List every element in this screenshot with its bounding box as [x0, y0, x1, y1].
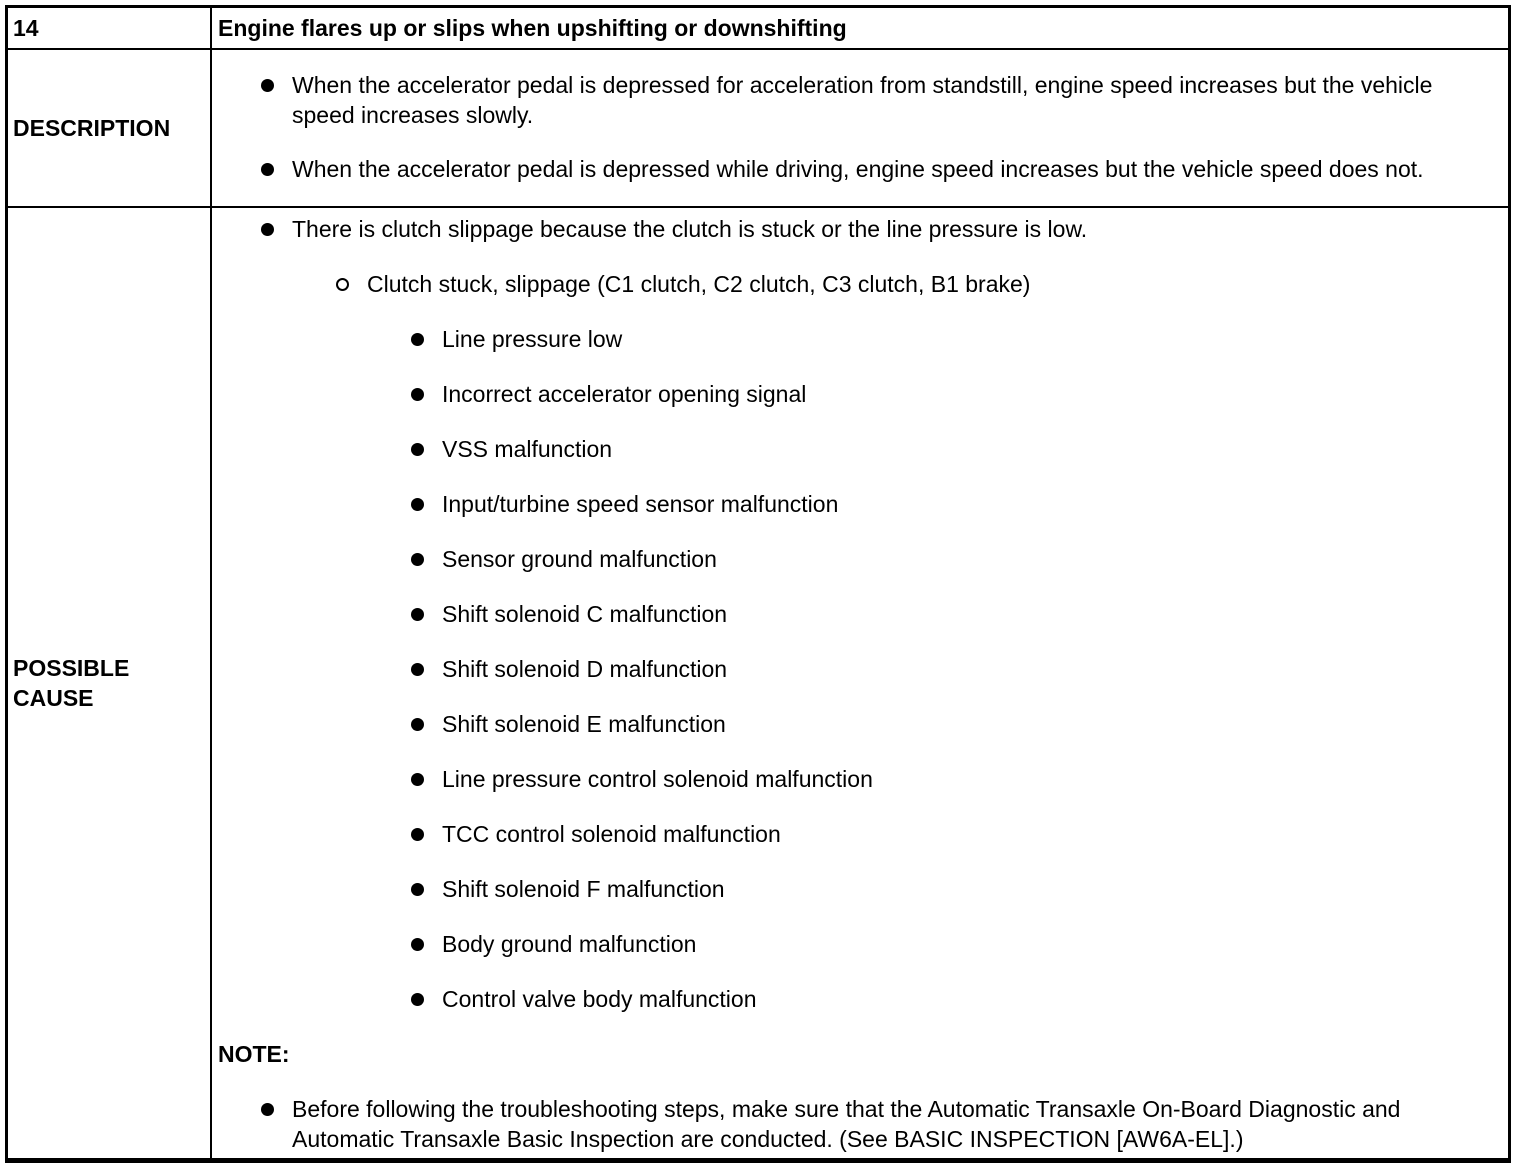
cause-item: Line pressure control solenoid malfunction — [212, 764, 1508, 794]
cause-item: Line pressure low — [212, 324, 1508, 354]
possible-cause-cell — [211, 207, 1509, 1159]
description-cell — [211, 49, 1509, 207]
possible-cause-row — [7, 207, 1509, 1159]
description-item: When the accelerator pedal is depressed while driving, engine speed increases but the vehicle speed does not. — [212, 154, 1508, 184]
troubleshooting-table — [6, 6, 1510, 1160]
description-item: When the accelerator pedal is depressed for acceleration from standstill, engine speed increases but the vehicle speed increases slowly. — [212, 70, 1508, 130]
description-label: DESCRIPTION — [7, 49, 211, 207]
symptom-title: Engine flares up or slips when upshifting or downshifting — [211, 7, 1509, 49]
cause-item: Shift solenoid C malfunction — [212, 599, 1508, 629]
cause-item: Body ground malfunction — [212, 929, 1508, 959]
description-row — [7, 49, 1509, 207]
header-row — [7, 7, 1509, 49]
possible-cause-label: POSSIBLE CAUSE — [7, 207, 211, 1159]
cause-item: VSS malfunction — [212, 434, 1508, 464]
symptom-number: 14 — [7, 7, 211, 49]
cause-item: Shift solenoid E malfunction — [212, 709, 1508, 739]
cause-main: There is clutch slippage because the clutch is stuck or the line pressure is low. — [212, 214, 1508, 244]
cause-item: Incorrect accelerator opening signal — [212, 379, 1508, 409]
note-label: NOTE: — [218, 1041, 290, 1067]
cause-item: Sensor ground malfunction — [212, 544, 1508, 574]
cause-item: Control valve body malfunction — [212, 984, 1508, 1014]
cause-sub: Clutch stuck, slippage (C1 clutch, C2 clutch, C3 clutch, B1 brake) — [212, 269, 1508, 299]
cause-item: TCC control solenoid malfunction — [212, 819, 1508, 849]
note-text: Before following the troubleshooting steps, make sure that the Automatic Transaxle On-Board Diagnostic and Automatic Transaxle Basic Inspection are conducted. (See BASIC INSPECTION [AW6A-EL].) — [212, 1094, 1508, 1154]
cause-list — [212, 324, 1508, 1014]
cause-item: Input/turbine speed sensor malfunction — [212, 489, 1508, 519]
cause-item: Shift solenoid F malfunction — [212, 874, 1508, 904]
cause-item: Shift solenoid D malfunction — [212, 654, 1508, 684]
